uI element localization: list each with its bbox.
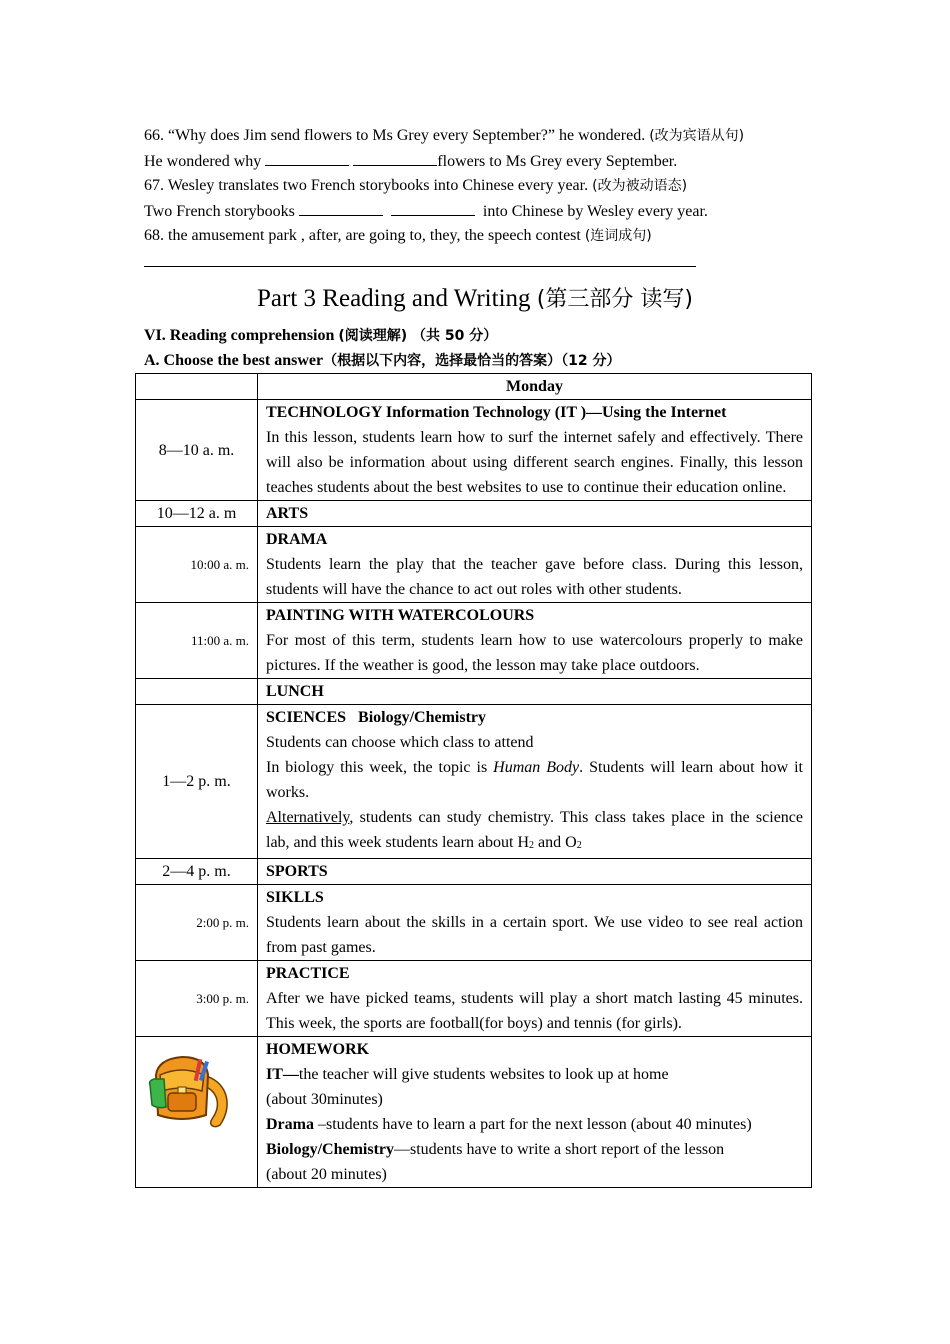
time-cell: 2—4 p. m.	[136, 859, 258, 885]
sports-title: SPORTS	[258, 859, 812, 885]
q66-instruction: (改为宾语从句)	[649, 128, 745, 144]
homework-bio: Biology/Chemistry—students have to write a short report of the lesson	[266, 1141, 725, 1158]
sciences-title: SCIENCES Biology/Chemistry	[266, 709, 487, 726]
q68-instruction: (连词成句)	[584, 228, 652, 244]
drama-text: Students learn the play that the teacher gave before class. During this lesson, students will have the chance to act out roles with other students.	[266, 556, 803, 598]
drama-cell	[258, 527, 812, 603]
q68-prompt: 68. the amusement park , after, are going to, they, the speech contest (连词成句)	[144, 227, 652, 244]
table-row	[136, 603, 812, 679]
answer-blank[interactable]	[265, 151, 349, 166]
tech-cell	[258, 400, 812, 501]
table-row	[136, 859, 812, 885]
tech-text: In this lesson, students learn how to surf the internet safely and effectively. There will also be information about using different search engines. Finally, this lesson teaches students about the best websites to use to continue their education online.	[266, 429, 803, 496]
practice-text: After we have picked teams, students will play a short match lasting 45 minutes. This week, the sports are football(for boys) and tennis (for girls).	[266, 990, 803, 1032]
timetable	[135, 373, 812, 1188]
answer-blank[interactable]	[391, 201, 475, 216]
homework-cell	[258, 1037, 812, 1188]
sciences-line2: In biology this week, the topic is Human Body. Students will learn about how it works.	[266, 759, 803, 801]
q66-answer: He wondered why flowers to Ms Grey every September.	[144, 153, 678, 170]
answer-blank[interactable]	[353, 151, 437, 166]
q67-instruction: (改为被动语态)	[592, 178, 688, 194]
sciences-line3: Alternatively, students can study chemistry. This class takes place in the science lab, and this week students learn about H2 and O2	[266, 809, 803, 851]
lunch-title: LUNCH	[258, 679, 812, 705]
time-cell: 8—10 a. m.	[136, 400, 258, 501]
part-title: Part 3 Reading and Writing (第三部分 读写)	[257, 285, 693, 312]
homework-image-cell	[136, 1037, 258, 1188]
time-cell: 3:00 p. m.	[136, 961, 258, 1037]
day-header: Monday	[258, 374, 812, 400]
time-cell: 1—2 p. m.	[136, 705, 258, 859]
sciences-line1: Students can choose which class to attend	[266, 734, 534, 751]
table-row	[136, 705, 812, 859]
table-row	[136, 679, 812, 705]
table-row	[136, 374, 812, 400]
backpack-icon	[142, 1045, 238, 1131]
q67-prompt: 67. Wesley translates two French storybooks into Chinese every year. (改为被动语态)	[144, 177, 688, 194]
time-cell: 10:00 a. m.	[136, 527, 258, 603]
q66-prompt: 66. “Why does Jim send flowers to Ms Grey every September?” he wondered. (改为宾语从句)	[144, 127, 745, 144]
painting-text: For most of this term, students learn how to use watercolours properly to make pictures. If the weather is good, the lesson may take place outdoors.	[266, 632, 803, 674]
sciences-cell	[258, 705, 812, 859]
practice-title: PRACTICE	[266, 965, 350, 982]
section-heading: VI. Reading comprehension (阅读理解) （共 50 分）	[144, 327, 498, 344]
table-row	[136, 1037, 812, 1188]
table-row	[136, 961, 812, 1037]
q68-answer-line[interactable]	[144, 266, 696, 267]
time-cell: 2:00 p. m.	[136, 885, 258, 961]
table-row	[136, 400, 812, 501]
table-row	[136, 501, 812, 527]
section-subheading: A. Choose the best answer（根据以下内容，选择最恰当的答案）（12 分）	[144, 352, 621, 369]
time-cell: 11:00 a. m.	[136, 603, 258, 679]
homework-it-time: (about 30minutes)	[266, 1091, 383, 1108]
homework-title: HOMEWORK	[266, 1041, 370, 1058]
homework-bio-time: (about 20 minutes)	[266, 1166, 387, 1183]
arts-title: ARTS	[258, 501, 812, 527]
painting-title: PAINTING WITH WATERCOLOURS	[266, 607, 535, 624]
skills-title: SIKLLS	[266, 889, 324, 906]
time-cell: 10—12 a. m	[136, 501, 258, 527]
homework-drama: Drama –students have to learn a part for the next lesson (about 40 minutes)	[266, 1116, 752, 1133]
homework-it: IT—the teacher will give students websites to look up at home	[266, 1066, 669, 1083]
practice-cell	[258, 961, 812, 1037]
q67-answer: Two French storybooks into Chinese by Wesley every year.	[144, 203, 708, 220]
skills-text: Students learn about the skills in a certain sport. We use video to see real action from past games.	[266, 914, 803, 956]
table-row	[136, 885, 812, 961]
skills-cell	[258, 885, 812, 961]
painting-cell	[258, 603, 812, 679]
drama-title: DRAMA	[266, 531, 328, 548]
tech-title: TECHNOLOGY Information Technology (IT )—Using the Internet	[266, 404, 727, 421]
answer-blank[interactable]	[299, 201, 383, 216]
table-row	[136, 527, 812, 603]
